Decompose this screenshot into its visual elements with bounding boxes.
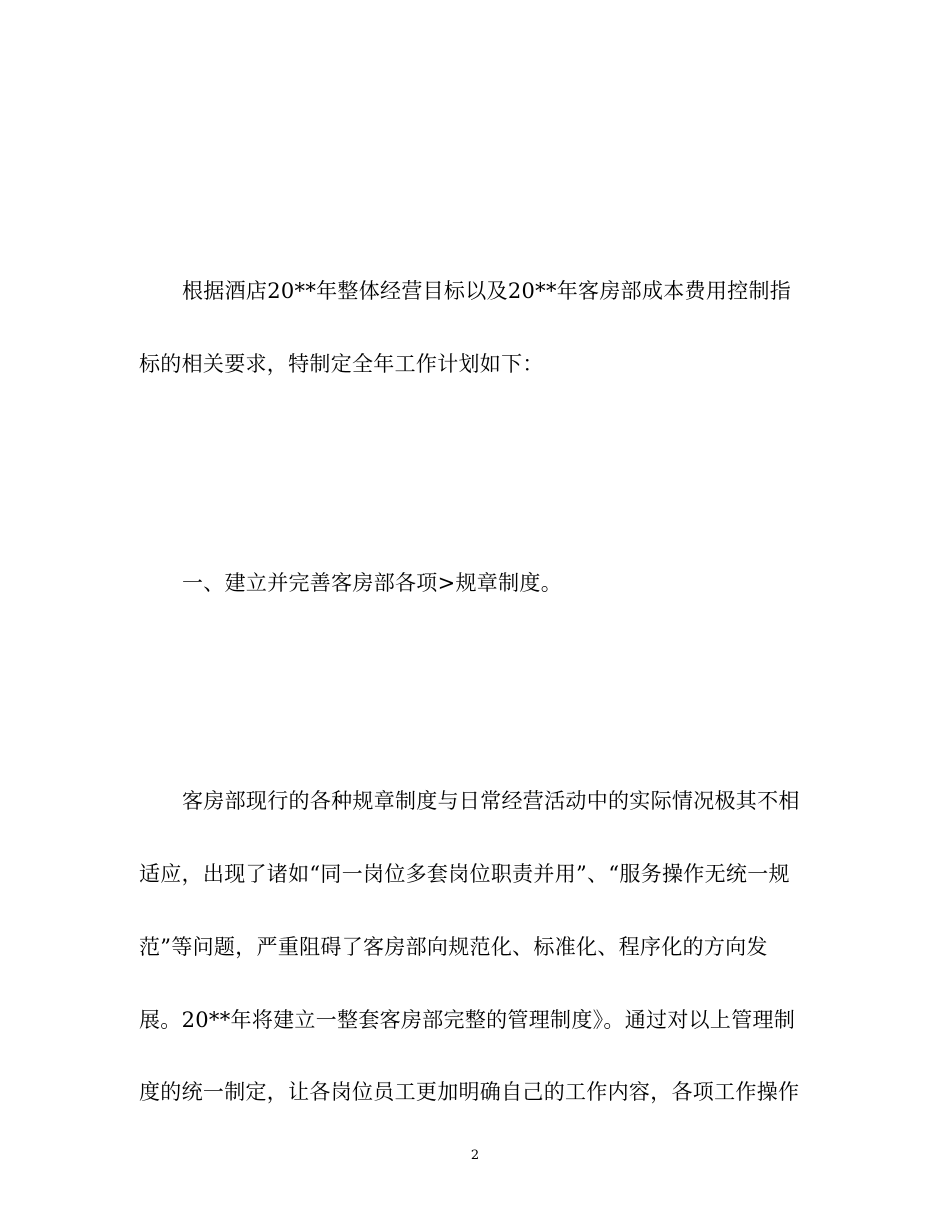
page-number: 2 xyxy=(470,1148,480,1163)
paragraph-3-line-4: 展。20**年将建立一整套客房部完整的管理制度》。通过对以上管理制 xyxy=(139,1008,796,1032)
section-heading-1: 一、建立并完善客房部各项>规章制度。 xyxy=(182,571,562,595)
paragraph-3-line-3: 范”等问题，严重阻碍了客房部向规范化、标准化、程序化的方向发 xyxy=(139,935,768,959)
paragraph-3-line-5: 度的统一制定，让各岗位员工更加明确自己的工作内容，各项工作操作 xyxy=(139,1080,800,1104)
paragraph-1-line-2: 标的相关要求，特制定全年工作计划如下： xyxy=(139,352,544,376)
paragraph-1-line-1: 根据酒店20**年整体经营目标以及20**年客房部成本费用控制指 xyxy=(182,279,792,303)
paragraph-3-line-1: 客房部现行的各种规章制度与日常经营活动中的实际情况极其不相 xyxy=(182,789,800,813)
paragraph-3-line-2: 适应，出现了诸如“同一岗位多套岗位职责并用”、“服务操作无统一规 xyxy=(139,862,790,886)
